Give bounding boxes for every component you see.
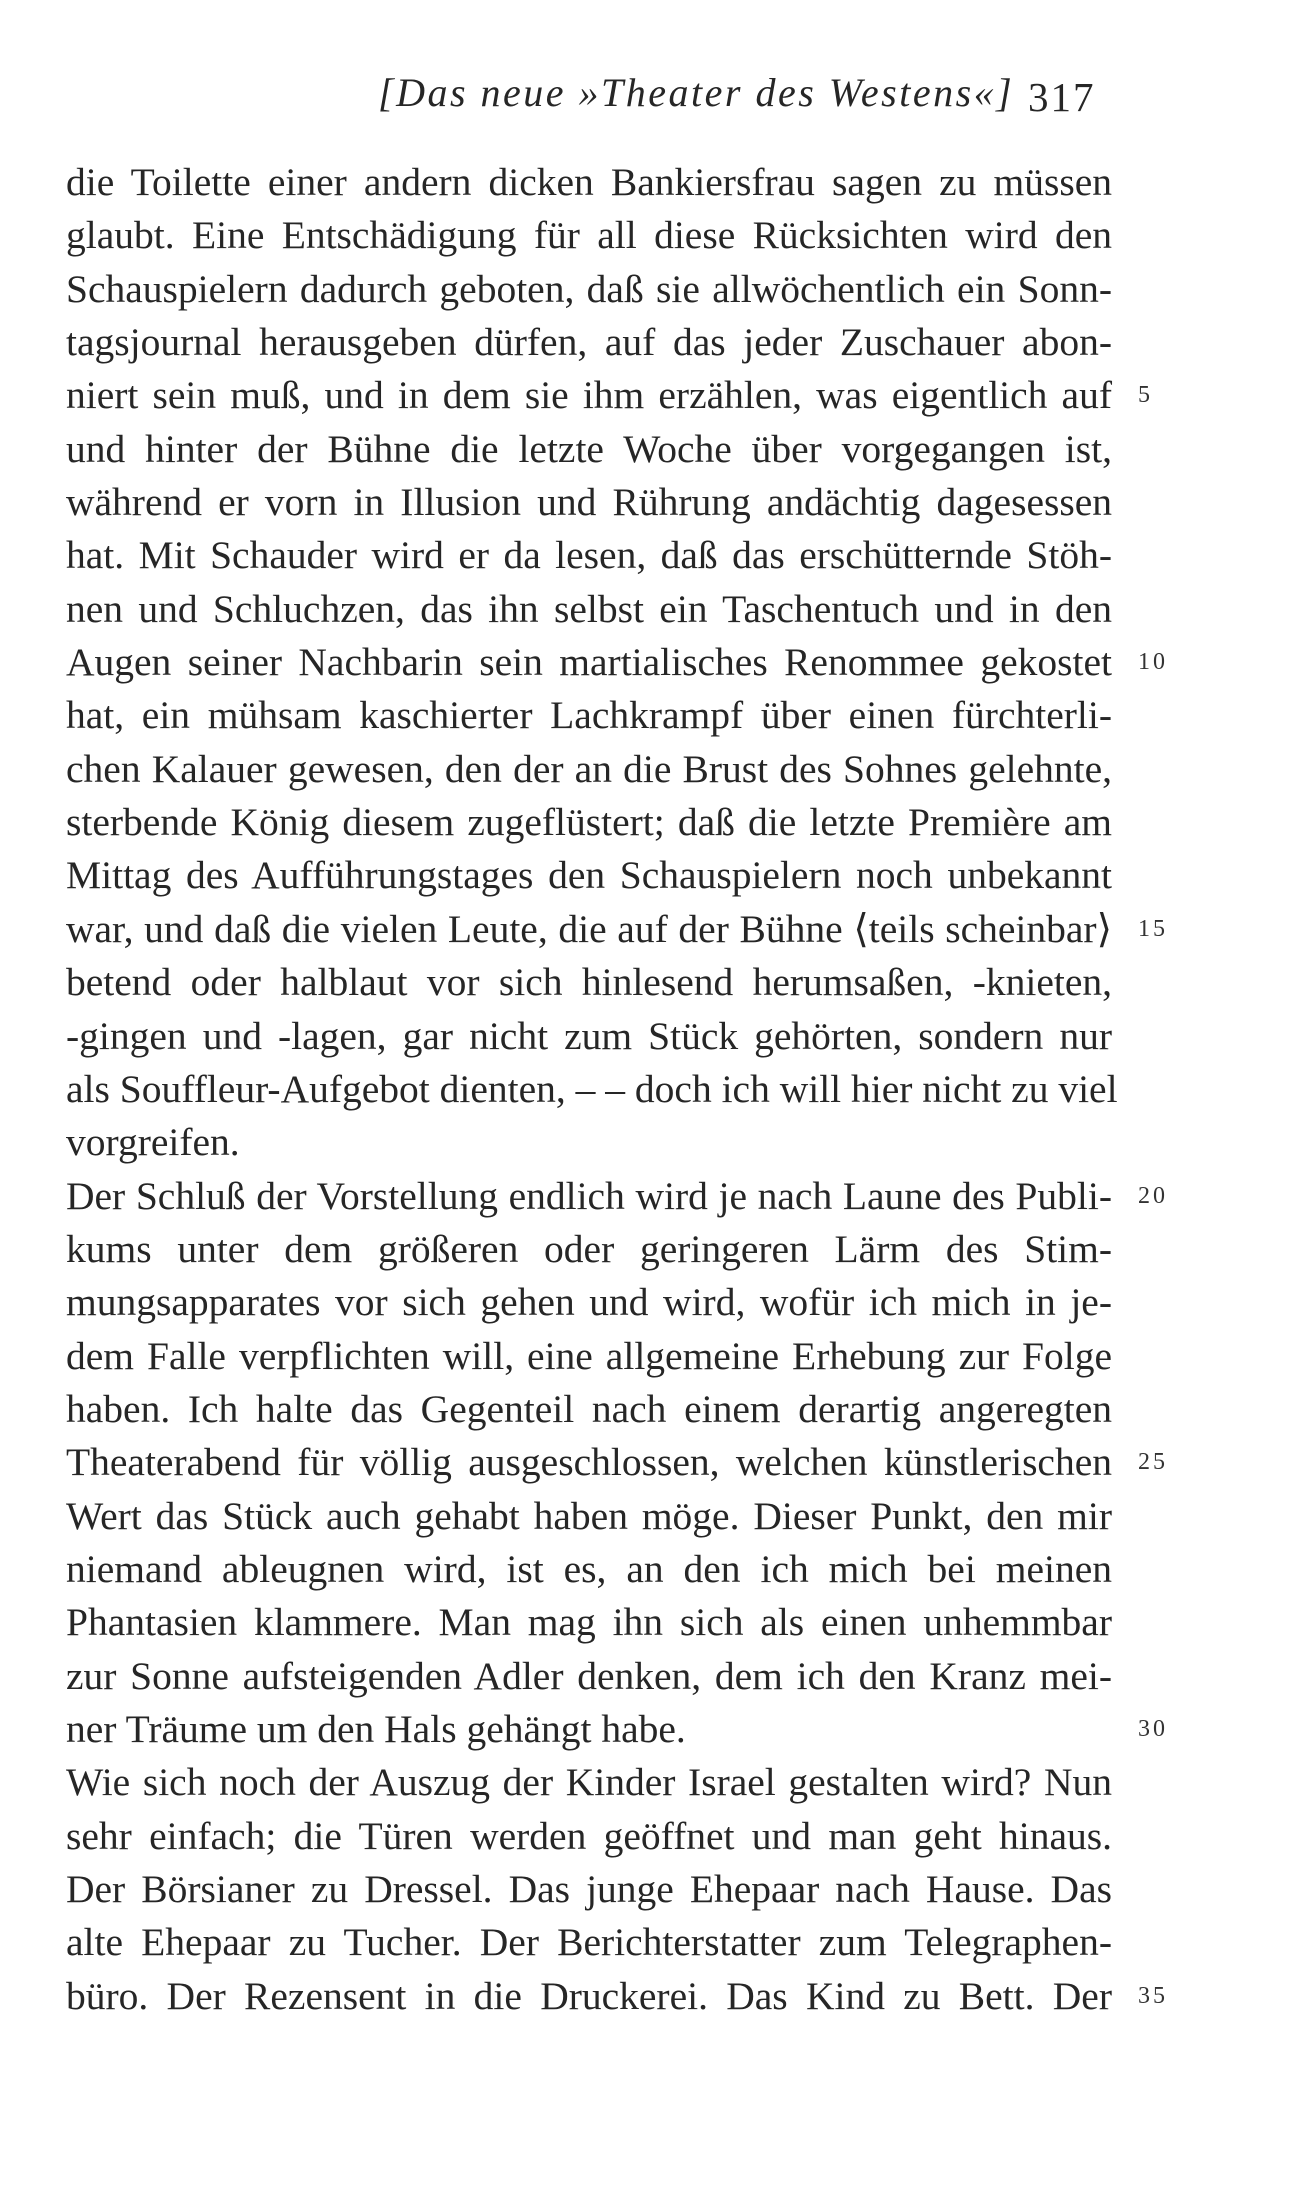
line-number-25: 25 <box>1138 1449 1168 1476</box>
text-line: Theaterabend für völlig ausgeschlossen, welchen künstlerischen <box>66 1440 1112 1485</box>
text-line: vorgreifen. <box>66 1120 240 1165</box>
text-line: Der Börsianer zu Dressel. Das junge Ehepaar nach Hause. Das <box>66 1867 1112 1911</box>
text-line: niert sein muß, und in dem sie ihm erzählen, was eigentlich auf <box>66 373 1112 418</box>
line-number-10: 10 <box>1138 649 1168 676</box>
running-head <box>0 68 1309 118</box>
text-line: dem Falle verpflichten will, eine allgemeine Erhebung zur Folge <box>66 1333 1112 1378</box>
text-line: haben. Ich halte das Gegenteil nach einem derartig angeregten <box>66 1386 1112 1431</box>
text-line: und hinter der Bühne die letzte Woche über vorgegangen ist, <box>66 426 1112 471</box>
text-line: die Toilette einer andern dicken Bankiersfrau sagen zu müssen <box>66 160 1112 204</box>
text-line: hat, ein mühsam kaschierter Lachkrampf über einen fürchterli- <box>66 693 1112 738</box>
text-line: Phantasien klammere. Man mag ihn sich als einen unhemmbar <box>66 1600 1112 1645</box>
text-line: Augen seiner Nachbarin sein martialisches Renommee gekostet <box>66 640 1112 685</box>
text-line: niemand ableugnen wird, ist es, an den ich mich bei meinen <box>66 1546 1112 1591</box>
text-line: sterbende König diesem zugeflüstert; daß die letzte Première am <box>66 800 1112 845</box>
text-line: nen und Schluchzen, das ihn selbst ein Taschentuch und in den <box>66 586 1112 631</box>
page-number: 317 <box>1028 74 1096 120</box>
text-line: war, und daß die vielen Leute, die auf der Bühne ⟨teils scheinbar⟩ <box>66 906 1112 951</box>
text-line: Schauspielern dadurch geboten, daß sie allwöchentlich ein Sonn- <box>66 266 1112 311</box>
line-number-35: 35 <box>1138 1982 1168 2009</box>
line-number-15: 15 <box>1138 915 1168 942</box>
body-text <box>66 156 1118 2023</box>
text-line: hat. Mit Schauder wird er da lesen, daß das erschütternde Stöh- <box>66 533 1112 578</box>
text-line: ner Träume um den Hals gehängt habe. <box>66 1706 686 1751</box>
line-number-5: 5 <box>1138 382 1153 409</box>
text-line: -gingen und -lagen, gar nicht zum Stück gehörten, sondern nur <box>66 1013 1112 1058</box>
text-line: chen Kalauer gewesen, den der an die Brust des Sohnes gelehnte, <box>66 746 1112 791</box>
text-line: Wert das Stück auch gehabt haben möge. Dieser Punkt, den mir <box>66 1493 1112 1538</box>
line-number-30: 30 <box>1138 1716 1168 1743</box>
text-line: zur Sonne aufsteigenden Adler denken, dem ich den Kranz mei- <box>66 1653 1112 1698</box>
text-line: Mittag des Aufführungstages den Schauspielern noch unbekannt <box>66 853 1112 898</box>
text-line: während er vorn in Illusion und Rührung andächtig dagesessen <box>66 480 1112 525</box>
text-line: Wie sich noch der Auszug der Kinder Israel gestalten wird? Nun <box>66 1760 1112 1805</box>
text-line: betend oder halblaut vor sich hinlesend herumsaßen, -knieten, <box>66 960 1112 1005</box>
text-line: glaubt. Eine Entschädigung für all diese Rücksichten wird den <box>66 213 1112 258</box>
text-line: mungsapparates vor sich gehen und wird, wofür ich mich in je- <box>66 1280 1112 1325</box>
running-title: [Das neue »Theater des Westens«] <box>378 70 1015 115</box>
text-line: als Souffleur-Aufgebot dienten, – – doch ich will hier nicht zu viel <box>66 1066 1118 1111</box>
text-line: alte Ehepaar zu Tucher. Der Berichterstatter zum Telegraphen- <box>66 1920 1112 1965</box>
text-line: kums unter dem größeren oder geringeren Lärm des Stim- <box>66 1226 1112 1271</box>
text-line: sehr einfach; die Türen werden geöffnet und man geht hinaus. <box>66 1813 1112 1858</box>
text-line: tagsjournal herausgeben dürfen, auf das jeder Zuschauer abon- <box>66 320 1112 365</box>
text-line: Der Schluß der Vorstellung endlich wird je nach Laune des Publi- <box>66 1173 1112 1218</box>
text-line: büro. Der Rezensent in die Druckerei. Das Kind zu Bett. Der <box>66 1973 1112 2018</box>
line-number-20: 20 <box>1138 1182 1168 1209</box>
